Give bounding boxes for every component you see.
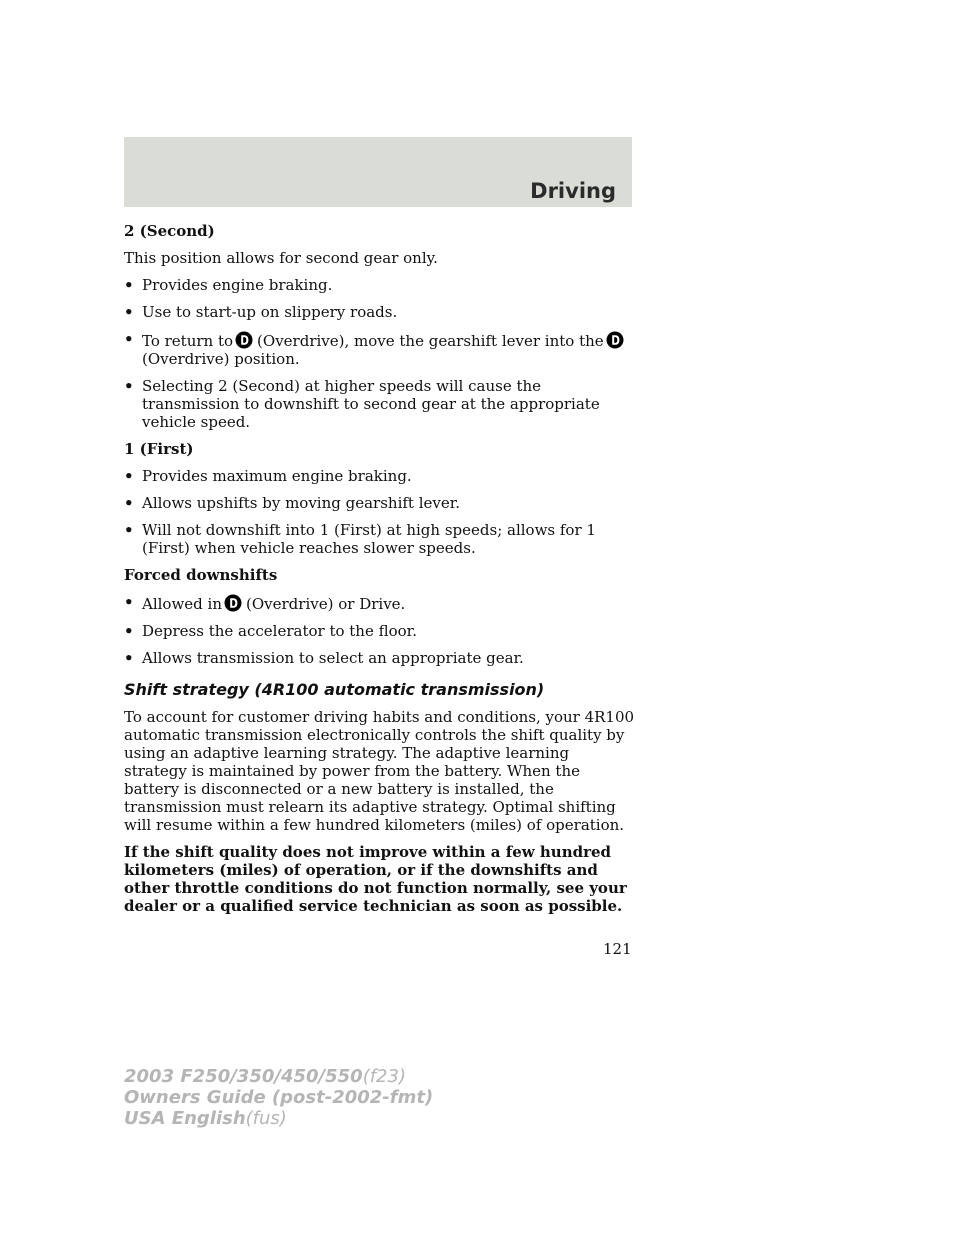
document-footer xyxy=(124,1066,433,1129)
bullet-icon: • xyxy=(124,276,134,294)
list-item-text: Depress the accelerator to the floor. xyxy=(142,622,417,640)
second-intro: This position allows for second gear only. xyxy=(124,249,438,267)
list-item-text: Provides engine braking. xyxy=(142,276,333,294)
bullet-icon: • xyxy=(124,494,134,512)
first-heading: 1 (First) xyxy=(124,440,194,458)
list-item xyxy=(124,467,636,485)
shift-strategy-heading: Shift strategy (4R100 automatic transmission) xyxy=(124,680,545,699)
allowed-prefix: Allowed in xyxy=(142,595,223,613)
footer-language: USA English xyxy=(124,1108,246,1129)
list-item xyxy=(124,593,636,613)
list-item-text: Provides maximum engine braking. xyxy=(142,467,412,485)
footer-line-2: Owners Guide (post-2002-fmt) xyxy=(124,1087,434,1108)
list-item-text: Selecting 2 (Second) at higher speeds will cause the transmission to downshift to second gear at the appropriate vehicle speed. xyxy=(142,377,600,431)
list-item xyxy=(124,303,636,321)
overdrive-d-icon xyxy=(224,593,242,613)
footer-model: 2003 F250/350/450/550 xyxy=(124,1066,363,1087)
second-heading: 2 (Second) xyxy=(124,222,215,240)
header-band xyxy=(124,137,632,207)
overdrive-d-icon xyxy=(606,330,624,350)
footer-language-code: (fus) xyxy=(245,1108,287,1129)
overdrive-d-icon xyxy=(235,330,253,350)
bullet-icon: • xyxy=(124,593,134,611)
section-title: Driving xyxy=(530,179,616,203)
list-item xyxy=(124,649,636,667)
list-item xyxy=(124,622,636,640)
bullet-icon: • xyxy=(124,622,134,640)
list-item-text: Use to start-up on slippery roads. xyxy=(142,303,398,321)
shift-strategy-body: To account for customer driving habits and conditions, your 4R100 automatic transmission electronically controls the shift quality by using an adaptive learning strategy. The adaptive learning strategy is maintained by power from the battery. When the battery is disconnected or a new battery is installed, the transmission must relearn its adaptive strategy. Optimal shifting will resume within a few hundred kilometers (miles) of operation. xyxy=(124,708,635,834)
allowed-suffix: (Overdrive) or Drive. xyxy=(246,595,406,613)
bullet-icon: • xyxy=(124,377,134,395)
forced-bullet-list xyxy=(124,593,636,667)
page-number: 121 xyxy=(603,940,632,958)
forced-heading: Forced downshifts xyxy=(124,566,278,584)
footer-line-3 xyxy=(124,1108,433,1129)
page-content xyxy=(124,222,636,924)
list-item-text: Allows upshifts by moving gearshift lever. xyxy=(142,494,461,512)
list-item xyxy=(124,521,636,557)
list-item xyxy=(124,377,636,431)
first-bullet-list xyxy=(124,467,636,557)
list-item xyxy=(124,330,636,368)
bullet-icon: • xyxy=(124,521,134,539)
footer-line-1 xyxy=(124,1066,433,1087)
footer-model-code: (f23) xyxy=(362,1066,406,1087)
list-item xyxy=(124,276,636,294)
second-bullet-list xyxy=(124,276,636,431)
list-item xyxy=(124,494,636,512)
bullet-icon: • xyxy=(124,467,134,485)
bullet-icon: • xyxy=(124,330,134,348)
bullet-icon: • xyxy=(124,303,134,321)
return-middle: (Overdrive), move the gearshift lever into the xyxy=(257,332,604,350)
return-suffix: (Overdrive) position. xyxy=(142,350,300,368)
list-item-text: Allows transmission to select an appropriate gear. xyxy=(142,649,524,667)
bullet-icon: • xyxy=(124,649,134,667)
return-prefix: To return to xyxy=(142,332,234,350)
shift-strategy-warning: If the shift quality does not improve within a few hundred kilometers (miles) of operation, or if the downshifts and other throttle conditions do not function normally, see your dealer or a qualified service technician as soon as possible. xyxy=(124,843,627,915)
list-item-text: Will not downshift into 1 (First) at high speeds; allows for 1 (First) when vehicle reaches slower speeds. xyxy=(142,521,596,557)
